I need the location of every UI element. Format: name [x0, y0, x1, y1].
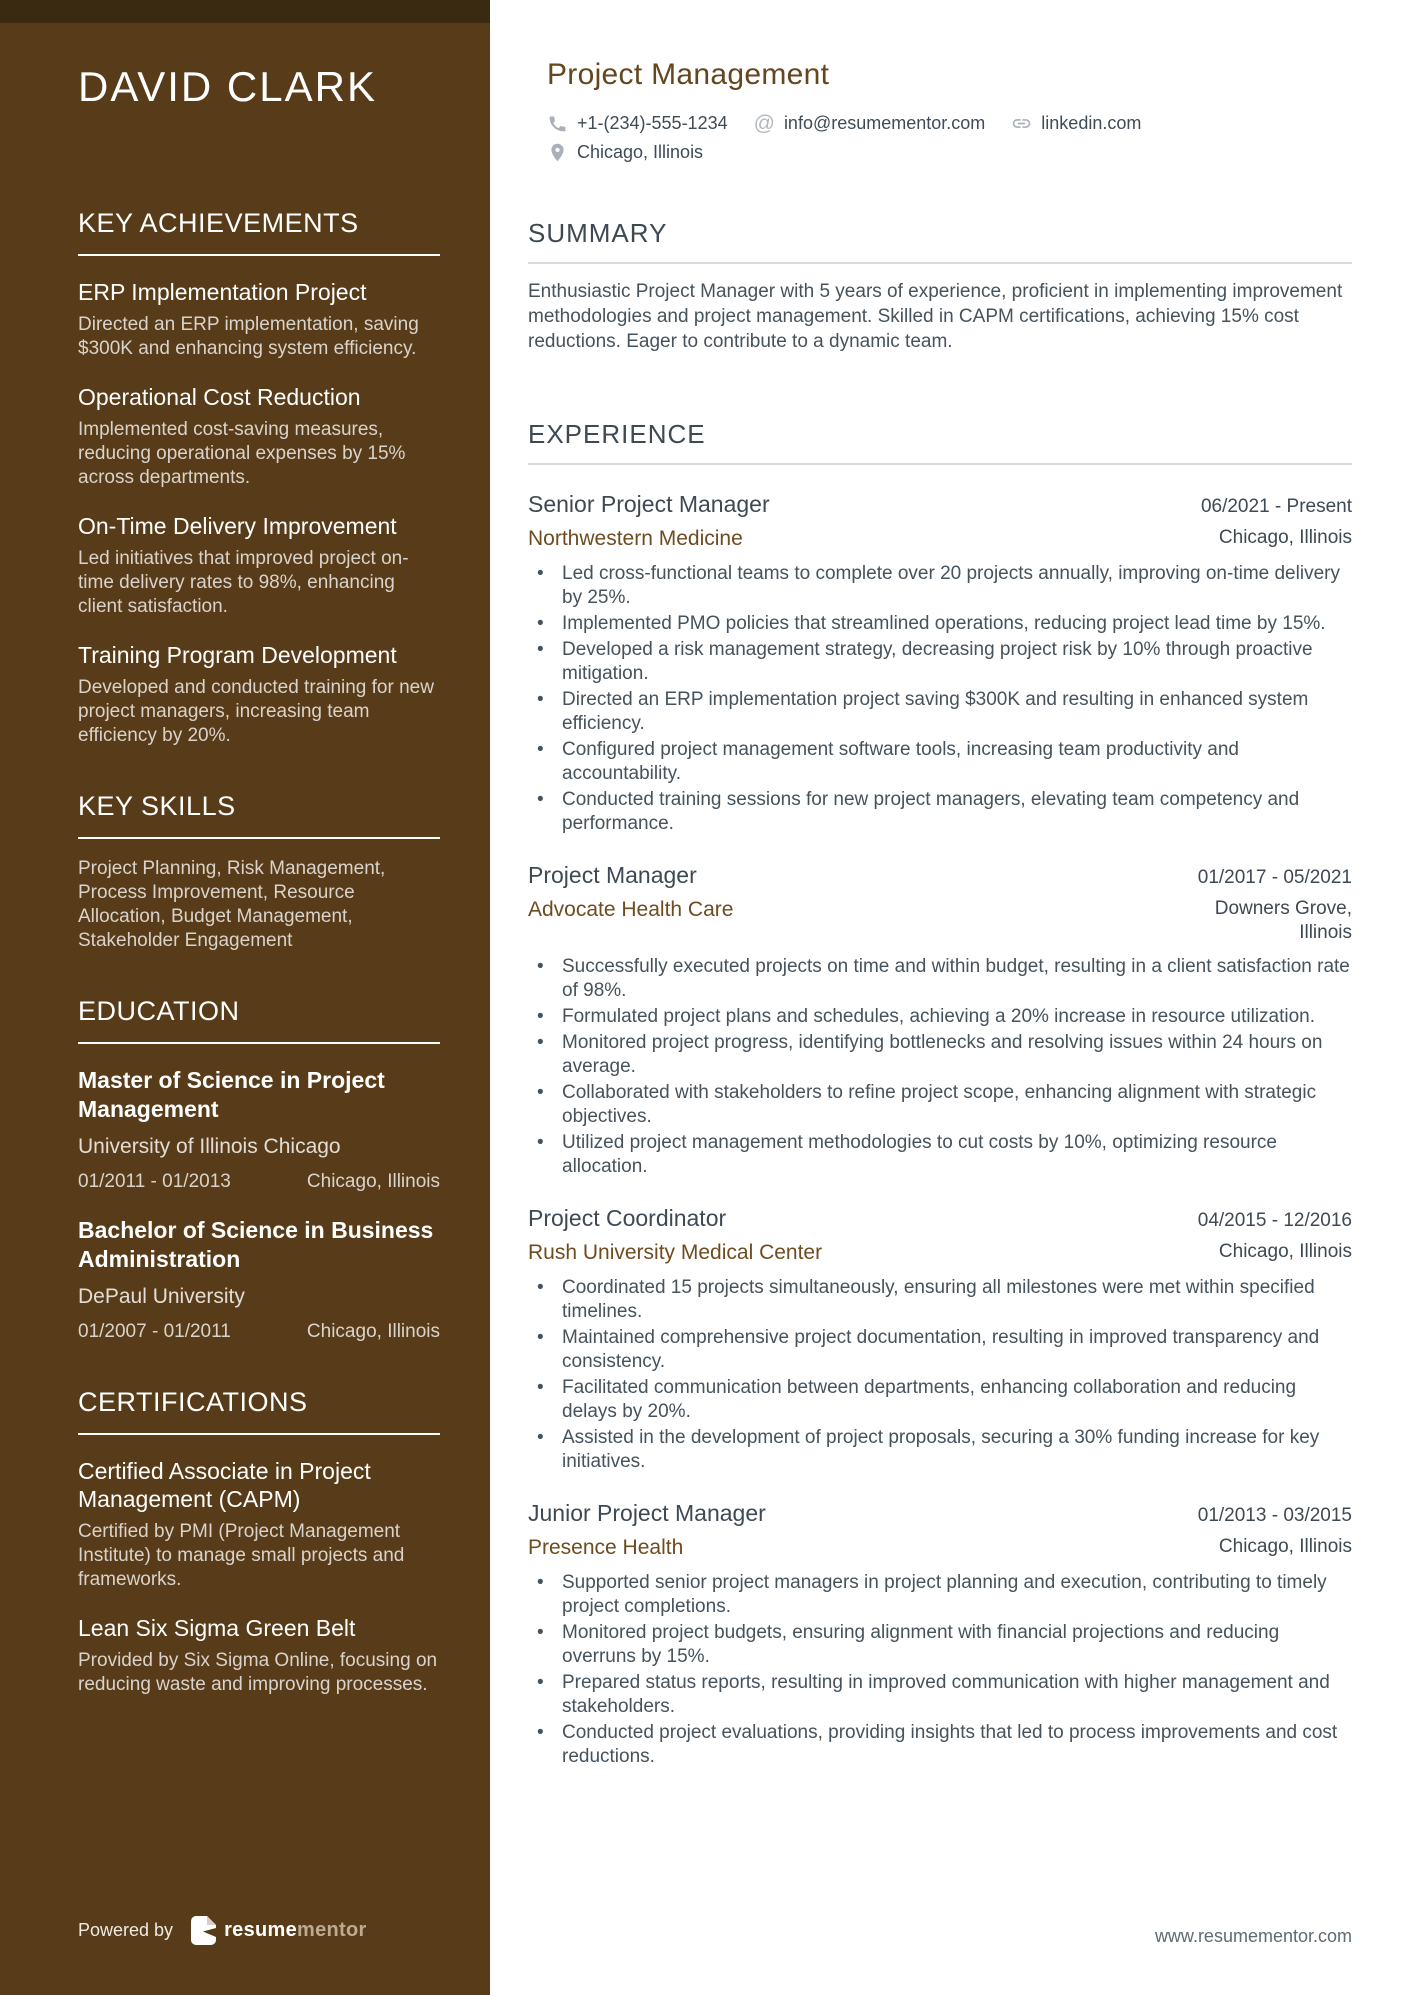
- job-company: Rush University Medical Center: [528, 1241, 823, 1264]
- education-school: DePaul University: [78, 1285, 245, 1308]
- contact-row-2: [547, 142, 1352, 163]
- job-title: Project Manager: [528, 862, 697, 888]
- job-dates: 01/2017 - 05/2021: [1197, 867, 1352, 888]
- bullet-item: • Assisted in the development of project proposals, securing a 30% funding increase for key initiatives.: [528, 1426, 1352, 1474]
- job-entry: [528, 1204, 1352, 1474]
- bullet-item: • Maintained comprehensive project documentation, resulting in improved transparency and consistency.: [528, 1326, 1352, 1374]
- key-skills-section: [78, 790, 440, 953]
- experience-section: [528, 418, 1352, 1769]
- job-entry: [528, 861, 1352, 1179]
- key-skills-heading: KEY SKILLS: [78, 790, 440, 839]
- job-company: Presence Health: [528, 1536, 684, 1559]
- key-achievements-section: [78, 207, 440, 748]
- bullet-item: • Successfully executed projects on time and within budget, resulting in a client satisfaction rate of 98%.: [528, 955, 1352, 1003]
- contact-row-1: [547, 113, 1352, 134]
- brand-text-resume: resume: [224, 1919, 298, 1941]
- job-subheader: [528, 526, 1352, 552]
- bullet-item: • Coordinated 15 projects simultaneously, ensuring all milestones were met within specified timelines.: [528, 1276, 1352, 1324]
- at-icon: [754, 113, 775, 134]
- bullet-item: • Monitored project progress, identifying bottlenecks and resolving issues within 24 hours on average.: [528, 1031, 1352, 1079]
- job-location: Chicago, Illinois: [1218, 527, 1352, 548]
- website-url[interactable]: www.resumementor.com: [1154, 1926, 1352, 1946]
- education-section: [78, 995, 440, 1344]
- email-contact[interactable]: [754, 113, 986, 134]
- bullet-item: • Utilized project management methodologies to cut costs by 10%, optimizing resource allocation.: [528, 1131, 1352, 1179]
- education-meta: [78, 1170, 440, 1194]
- phone-icon: [547, 113, 568, 134]
- job-header: [528, 490, 1352, 518]
- bullet-item: • Monitored project budgets, ensuring alignment with financial projections and reducing overruns by 15%.: [528, 1621, 1352, 1669]
- job-bullet-list: [528, 955, 1352, 1179]
- job-dates: 06/2021 - Present: [1200, 496, 1352, 517]
- education-item: [78, 1066, 440, 1194]
- achievement-desc: Led initiatives that improved project on-time delivery rates to 98%, enhancing client satisfaction.: [78, 548, 409, 617]
- key-achievements-heading: KEY ACHIEVEMENTS: [78, 207, 440, 256]
- job-bullet-list: [528, 562, 1352, 836]
- achievement-title: ERP Implementation Project: [78, 279, 367, 305]
- job-company: Northwestern Medicine: [528, 527, 743, 550]
- resumementor-brand[interactable]: [191, 1916, 367, 1945]
- bullet-item: • Collaborated with stakeholders to refine project scope, enhancing alignment with strategic objectives.: [528, 1081, 1352, 1129]
- achievement-desc: Developed and conducted training for new project managers, increasing team efficiency by 20%.: [78, 677, 434, 746]
- education-degree: Bachelor of Science in Business Administration: [78, 1217, 434, 1272]
- achievement-item: [78, 512, 440, 619]
- job-header: [528, 1499, 1352, 1527]
- education-location: Chicago, Illinois: [306, 1171, 440, 1192]
- achievement-title: Operational Cost Reduction: [78, 384, 361, 410]
- sidebar-top-strip: [0, 0, 490, 23]
- experience-heading: EXPERIENCE: [528, 419, 706, 449]
- phone-contact: [547, 113, 728, 134]
- powered-by-label: Powered by: [78, 1920, 174, 1940]
- job-subheader: [528, 897, 1352, 945]
- certification-title: Certified Associate in Project Management (CAPM): [78, 1458, 371, 1512]
- job-company: Advocate Health Care: [528, 898, 734, 921]
- phone-number: +1-(234)-555-1234: [577, 113, 728, 133]
- target-role-title: Project Management: [547, 58, 830, 91]
- linkedin-contact[interactable]: [1011, 113, 1141, 134]
- job-entry: [528, 1499, 1352, 1769]
- sidebar: [0, 0, 490, 1995]
- link-icon: [1011, 113, 1032, 134]
- brand-text: [224, 1919, 367, 1942]
- bullet-item: • Implemented PMO policies that streamlined operations, reducing project lead time by 15%.: [528, 612, 1352, 636]
- achievement-title: On-Time Delivery Improvement: [78, 513, 397, 539]
- job-title: Junior Project Manager: [528, 1500, 766, 1526]
- education-location: Chicago, Illinois: [306, 1321, 440, 1342]
- job-title: Project Coordinator: [528, 1205, 727, 1231]
- achievement-item: [78, 383, 440, 490]
- achievement-title: Training Program Development: [78, 642, 397, 668]
- candidate-name: DAVID CLARK: [78, 63, 377, 110]
- bullet-item: • Formulated project plans and schedules, achieving a 20% increase in resource utilization.: [528, 1005, 1352, 1029]
- certification-title: Lean Six Sigma Green Belt: [78, 1615, 356, 1641]
- summary-text: Enthusiastic Project Manager with 5 years of experience, proficient in implementing improvement methodologies and project management. Skilled in CAPM certifications, achieving 15% cost reductions. Eager to contribute to a dynamic team.: [528, 281, 1343, 352]
- bullet-item: • Conducted project evaluations, providing insights that led to process improvements and cost reductions.: [528, 1721, 1352, 1769]
- main-content: [490, 0, 1410, 1995]
- bullet-item: • Supported senior project managers in project planning and execution, contributing to timely project completions.: [528, 1571, 1352, 1619]
- bullet-item: • Developed a risk management strategy, decreasing project risk by 10% through proactive mitigation.: [528, 638, 1352, 686]
- job-subheader: [528, 1240, 1352, 1266]
- achievement-desc: Directed an ERP implementation, saving $300K and enhancing system efficiency.: [78, 314, 419, 359]
- job-location: Chicago, Illinois: [1218, 1241, 1352, 1262]
- bullet-item: • Facilitated communication between departments, enhancing collaboration and reducing delays by 20%.: [528, 1376, 1352, 1424]
- education-item: [78, 1216, 440, 1344]
- job-dates: 04/2015 - 12/2016: [1197, 1210, 1352, 1231]
- achievement-item: [78, 641, 440, 748]
- bullet-item: • Led cross-functional teams to complete over 20 projects annually, improving on-time delivery by 25%.: [528, 562, 1352, 610]
- job-header: [528, 861, 1352, 889]
- education-meta: [78, 1320, 440, 1344]
- job-dates: 01/2013 - 03/2015: [1197, 1505, 1352, 1526]
- bullet-item: • Configured project management software tools, increasing team productivity and accountability.: [528, 738, 1352, 786]
- job-header: [528, 1204, 1352, 1232]
- skills-list: Project Planning, Risk Management, Process Improvement, Resource Allocation, Budget Management, Stakeholder Engagement: [78, 858, 386, 951]
- bullet-item: • Prepared status reports, resulting in improved communication with higher management and stakeholders.: [528, 1671, 1352, 1719]
- education-school: University of Illinois Chicago: [78, 1135, 341, 1158]
- job-subheader: [528, 1535, 1352, 1561]
- section-divider: [528, 463, 1352, 465]
- job-bullet-list: [528, 1571, 1352, 1769]
- certification-desc: Provided by Six Sigma Online, focusing on reducing waste and improving processes.: [78, 1650, 438, 1695]
- linkedin-url: linkedin.com: [1041, 113, 1142, 133]
- location-text: Chicago, Illinois: [577, 142, 704, 162]
- job-entry: [528, 490, 1352, 836]
- job-location: Downers Grove, Illinois: [1214, 898, 1352, 943]
- summary-section: [528, 217, 1352, 354]
- location-contact: [547, 142, 703, 163]
- education-dates: 01/2011 - 01/2013: [78, 1171, 231, 1192]
- education-heading: EDUCATION: [78, 995, 440, 1044]
- job-location: Chicago, Illinois: [1218, 1536, 1352, 1557]
- resume-header: [547, 56, 1352, 163]
- education-degree: Master of Science in Project Management: [78, 1067, 385, 1122]
- certifications-heading: CERTIFICATIONS: [78, 1386, 440, 1435]
- sidebar-footer: [78, 1916, 367, 1945]
- bullet-item: • Conducted training sessions for new project managers, elevating team competency and performance.: [528, 788, 1352, 836]
- pin-icon: [547, 142, 568, 163]
- certification-item: [78, 1457, 440, 1592]
- certifications-section: [78, 1386, 440, 1697]
- email-address: info@resumementor.com: [783, 113, 986, 133]
- summary-heading: SUMMARY: [528, 218, 668, 248]
- achievement-desc: Implemented cost-saving measures, reducing operational expenses by 15% across departments.: [78, 419, 406, 488]
- certification-desc: Certified by PMI (Project Management Institute) to manage small projects and frameworks.: [78, 1521, 405, 1590]
- section-divider: [528, 262, 1352, 264]
- job-bullet-list: [528, 1276, 1352, 1474]
- achievement-item: [78, 278, 440, 361]
- certification-item: [78, 1614, 440, 1697]
- brand-text-mentor: mentor: [297, 1919, 367, 1941]
- job-title: Senior Project Manager: [528, 491, 770, 517]
- education-dates: 01/2007 - 01/2011: [78, 1321, 231, 1342]
- resumementor-logo-icon: [191, 1916, 216, 1945]
- bullet-item: • Directed an ERP implementation project saving $300K and resulting in enhanced system efficiency.: [528, 688, 1352, 736]
